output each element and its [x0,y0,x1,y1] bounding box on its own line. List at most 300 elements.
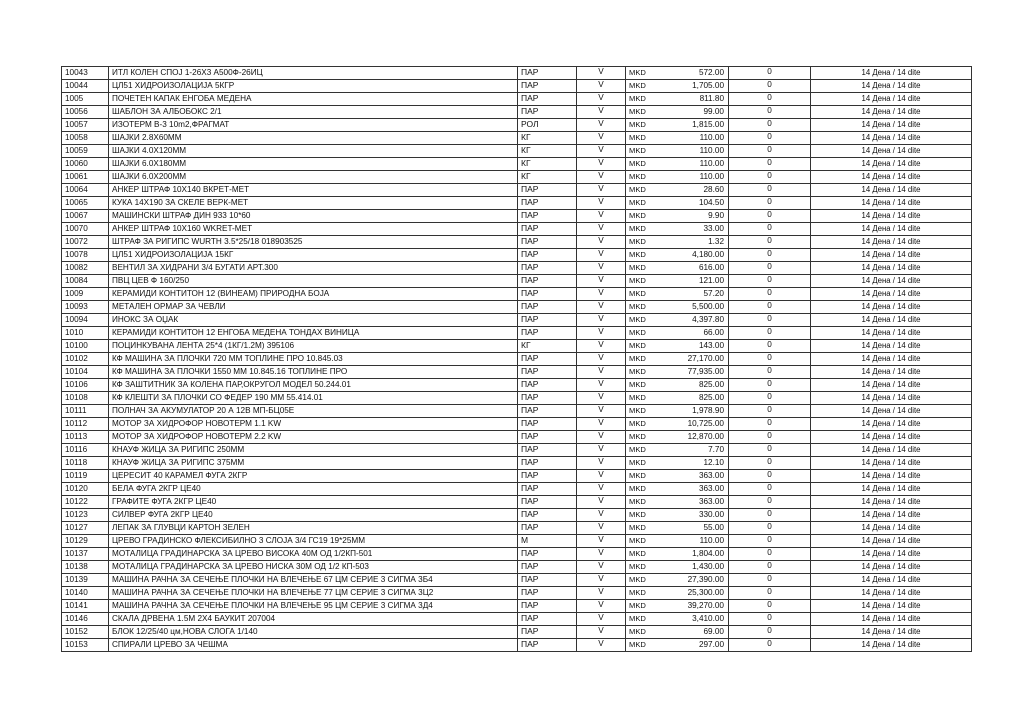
price-cell: 110.00 [662,145,729,158]
item-name-cell: ЛЕПАК ЗА ГЛУВЦИ КАРТОН ЗЕЛЕН [109,522,518,535]
quantity-cell: 0 [729,379,811,392]
unit-cell: ПАР [518,587,577,600]
currency-cell: MKD [626,80,663,93]
price-cell: 110.00 [662,158,729,171]
unit-cell: ПАР [518,184,577,197]
flag-cell: V [577,626,626,639]
unit-cell: ПАР [518,366,577,379]
delivery-cell: 14 Дена / 14 dite [811,340,972,353]
price-cell: 66.00 [662,327,729,340]
currency-cell: MKD [626,67,663,80]
currency-cell: MKD [626,600,663,613]
table-row [62,600,972,613]
currency-cell: MKD [626,353,663,366]
item-name-cell: СПИРАЛИ ЦРЕВО ЗА ЧЕШМА [109,639,518,652]
price-cell: 1,430.00 [662,561,729,574]
price-cell: 4,397.80 [662,314,729,327]
delivery-cell: 14 Дена / 14 dite [811,379,972,392]
flag-cell: V [577,210,626,223]
currency-cell: MKD [626,548,663,561]
unit-cell: ПАР [518,509,577,522]
price-cell: 110.00 [662,171,729,184]
item-code-cell: 10122 [62,496,109,509]
quantity-cell: 0 [729,184,811,197]
item-name-cell: КФ МАШИНА ЗА ПЛОЧКИ 1550 ММ 10.845.16 ТОПЛИНЕ ПРО [109,366,518,379]
quantity-cell: 0 [729,418,811,431]
currency-cell: MKD [626,470,663,483]
item-code-cell: 10093 [62,301,109,314]
currency-cell: MKD [626,457,663,470]
quantity-cell: 0 [729,639,811,652]
item-code-cell: 10056 [62,106,109,119]
item-code-cell: 10108 [62,392,109,405]
flag-cell: V [577,535,626,548]
table-row [62,184,972,197]
item-code-cell: 10044 [62,80,109,93]
quantity-cell: 0 [729,561,811,574]
item-code-cell: 10152 [62,626,109,639]
table-row [62,275,972,288]
delivery-cell: 14 Дена / 14 dite [811,418,972,431]
delivery-cell: 14 Дена / 14 dite [811,587,972,600]
item-name-cell: МОТОР ЗА ХИДРОФОР НОВОТЕРМ 1.1 KW [109,418,518,431]
delivery-cell: 14 Дена / 14 dite [811,93,972,106]
table-row [62,639,972,652]
delivery-cell: 14 Дена / 14 dite [811,236,972,249]
table-row [62,418,972,431]
table-row [62,470,972,483]
price-cell: 110.00 [662,132,729,145]
delivery-cell: 14 Дена / 14 dite [811,301,972,314]
item-code-cell: 10084 [62,275,109,288]
delivery-cell: 14 Дена / 14 dite [811,483,972,496]
item-name-cell: СИЛВЕР ФУГА 2КГР ЦЕ40 [109,509,518,522]
flag-cell: V [577,418,626,431]
item-name-cell: КЕРАМИДИ КОНТИТОН 12 (ВИНЕАМ) ПРИРОДНА БОЈА [109,288,518,301]
item-code-cell: 10070 [62,223,109,236]
item-name-cell: ПОЛНАЧ ЗА АКУМУЛАТОР 20 А 12В МП-БЦ05Е [109,405,518,418]
price-cell: 3,410.00 [662,613,729,626]
quantity-cell: 0 [729,431,811,444]
quantity-cell: 0 [729,327,811,340]
flag-cell: V [577,613,626,626]
flag-cell: V [577,353,626,366]
quantity-cell: 0 [729,210,811,223]
delivery-cell: 14 Дена / 14 dite [811,197,972,210]
table-row [62,210,972,223]
item-code-cell: 10120 [62,483,109,496]
unit-cell: ПАР [518,496,577,509]
price-cell: 57.20 [662,288,729,301]
price-cell: 363.00 [662,496,729,509]
unit-cell: ПАР [518,548,577,561]
table-row [62,145,972,158]
delivery-cell: 14 Дена / 14 dite [811,262,972,275]
table-row [62,314,972,327]
item-code-cell: 10106 [62,379,109,392]
unit-cell: ПАР [518,405,577,418]
unit-cell: М [518,535,577,548]
price-cell: 99.00 [662,106,729,119]
flag-cell: V [577,522,626,535]
quantity-cell: 0 [729,613,811,626]
price-cell: 12,870.00 [662,431,729,444]
flag-cell: V [577,561,626,574]
flag-cell: V [577,288,626,301]
price-cell: 1,978.90 [662,405,729,418]
table-row [62,67,972,80]
currency-cell: MKD [626,509,663,522]
item-name-cell: ВЕНТИЛ ЗА ХИДРАНИ 3/4 БУГАТИ АРТ.300 [109,262,518,275]
item-code-cell: 10061 [62,171,109,184]
unit-cell: ПАР [518,353,577,366]
item-name-cell: КЕРАМИДИ КОНТИТОН 12 ЕНГОБА МЕДЕНА ТОНДАХ ВИНИЦА [109,327,518,340]
table-row [62,171,972,184]
currency-cell: MKD [626,184,663,197]
delivery-cell: 14 Дена / 14 dite [811,431,972,444]
flag-cell: V [577,119,626,132]
flag-cell: V [577,639,626,652]
table-row [62,522,972,535]
price-cell: 363.00 [662,483,729,496]
unit-cell: ПАР [518,600,577,613]
currency-cell: MKD [626,522,663,535]
table-row [62,132,972,145]
unit-cell: ПАР [518,574,577,587]
item-code-cell: 10129 [62,535,109,548]
item-name-cell: ПОЧЕТЕН КАПАК ЕНГОБА МЕДЕНА [109,93,518,106]
delivery-cell: 14 Дена / 14 dite [811,210,972,223]
table-row [62,509,972,522]
delivery-cell: 14 Дена / 14 dite [811,392,972,405]
unit-cell: КГ [518,132,577,145]
table-row [62,457,972,470]
item-name-cell: ЦЛ51 ХИДРОИЗОЛАЦИЈА 5КГР [109,80,518,93]
unit-cell: ПАР [518,314,577,327]
item-name-cell: ГРАФИТЕ ФУГА 2КГР ЦЕ40 [109,496,518,509]
flag-cell: V [577,184,626,197]
price-cell: 825.00 [662,392,729,405]
item-code-cell: 10141 [62,600,109,613]
currency-cell: MKD [626,340,663,353]
delivery-cell: 14 Дена / 14 dite [811,561,972,574]
item-name-cell: ИЗОТЕРМ В-3 10m2,ФРАГМАТ [109,119,518,132]
price-cell: 10,725.00 [662,418,729,431]
price-cell: 55.00 [662,522,729,535]
unit-cell: ПАР [518,197,577,210]
price-cell: 121.00 [662,275,729,288]
table-row [62,626,972,639]
item-name-cell: МОТОР ЗА ХИДРОФОР НОВОТЕРМ 2.2 KW [109,431,518,444]
price-cell: 12.10 [662,457,729,470]
delivery-cell: 14 Дена / 14 dite [811,288,972,301]
item-name-cell: КФ ЗАШТИТНИК ЗА КОЛЕНА ПАР,ОКРУГОЛ МОДЕЛ 50.244.01 [109,379,518,392]
flag-cell: V [577,106,626,119]
item-name-cell: ЦЛ51 ХИДРОИЗОЛАЦИЈА 15КГ [109,249,518,262]
quantity-cell: 0 [729,626,811,639]
quantity-cell: 0 [729,93,811,106]
currency-cell: MKD [626,379,663,392]
price-cell: 77,935.00 [662,366,729,379]
delivery-cell: 14 Дена / 14 dite [811,366,972,379]
item-name-cell: БЛОК 12/25/40 цм,НОВА СЛОГА 1/140 [109,626,518,639]
currency-cell: MKD [626,158,663,171]
table-row [62,249,972,262]
item-code-cell: 10123 [62,509,109,522]
item-code-cell: 10140 [62,587,109,600]
flag-cell: V [577,483,626,496]
quantity-cell: 0 [729,587,811,600]
delivery-cell: 14 Дена / 14 dite [811,106,972,119]
quantity-cell: 0 [729,314,811,327]
price-list-table [61,66,972,652]
flag-cell: V [577,275,626,288]
table-row [62,353,972,366]
price-cell: 330.00 [662,509,729,522]
delivery-cell: 14 Дена / 14 dite [811,249,972,262]
item-name-cell: ИНОКС ЗА ОЏАК [109,314,518,327]
price-cell: 363.00 [662,470,729,483]
item-name-cell: ШАЈКИ 6.0Х200ММ [109,171,518,184]
table-row [62,574,972,587]
unit-cell: ПАР [518,80,577,93]
item-name-cell: КФ МАШИНА ЗА ПЛОЧКИ 720 ММ ТОПЛИНЕ ПРО 10.845.03 [109,353,518,366]
item-code-cell: 10137 [62,548,109,561]
price-cell: 7.70 [662,444,729,457]
flag-cell: V [577,301,626,314]
item-name-cell: ПОЦИНКУВАНА ЛЕНТА 25*4 (1КГ/1.2М) 395106 [109,340,518,353]
quantity-cell: 0 [729,535,811,548]
unit-cell: ПАР [518,431,577,444]
price-cell: 5,500.00 [662,301,729,314]
item-name-cell: ШАЈКИ 2.8Х60ММ [109,132,518,145]
item-code-cell: 10060 [62,158,109,171]
price-cell: 110.00 [662,535,729,548]
item-code-cell: 10057 [62,119,109,132]
unit-cell: ПАР [518,93,577,106]
unit-cell: ПАР [518,444,577,457]
unit-cell: КГ [518,158,577,171]
item-code-cell: 10043 [62,67,109,80]
item-code-cell: 10112 [62,418,109,431]
table-row [62,535,972,548]
flag-cell: V [577,314,626,327]
unit-cell: ПАР [518,379,577,392]
flag-cell: V [577,236,626,249]
flag-cell: V [577,431,626,444]
delivery-cell: 14 Дена / 14 dite [811,67,972,80]
price-cell: 1,804.00 [662,548,729,561]
table-row [62,262,972,275]
flag-cell: V [577,600,626,613]
item-code-cell: 10113 [62,431,109,444]
table-row [62,340,972,353]
item-code-cell: 10100 [62,340,109,353]
item-code-cell: 10118 [62,457,109,470]
item-code-cell: 10139 [62,574,109,587]
quantity-cell: 0 [729,236,811,249]
item-name-cell: ШТРАФ ЗА РИГИПС WURTH 3.5*25/18 018903525 [109,236,518,249]
delivery-cell: 14 Дена / 14 dite [811,405,972,418]
table-row [62,431,972,444]
flag-cell: V [577,197,626,210]
item-code-cell: 10082 [62,262,109,275]
delivery-cell: 14 Дена / 14 dite [811,457,972,470]
price-cell: 297.00 [662,639,729,652]
table-row [62,366,972,379]
quantity-cell: 0 [729,392,811,405]
quantity-cell: 0 [729,470,811,483]
flag-cell: V [577,249,626,262]
delivery-cell: 14 Дена / 14 dite [811,600,972,613]
currency-cell: MKD [626,288,663,301]
currency-cell: MKD [626,587,663,600]
currency-cell: MKD [626,275,663,288]
flag-cell: V [577,457,626,470]
table-row [62,119,972,132]
flag-cell: V [577,548,626,561]
unit-cell: ПАР [518,626,577,639]
flag-cell: V [577,587,626,600]
quantity-cell: 0 [729,457,811,470]
item-name-cell: МАШИНА РАЧНА ЗА СЕЧЕЊЕ ПЛОЧКИ НА ВЛЕЧЕЊЕ 77 ЦМ СЕРИЕ 3 СИГМА 3Ц2 [109,587,518,600]
table-row [62,236,972,249]
unit-cell: ПАР [518,249,577,262]
price-cell: 27,170.00 [662,353,729,366]
delivery-cell: 14 Дена / 14 dite [811,184,972,197]
item-name-cell: КНАУФ ЖИЦА ЗА РИГИПС 375ММ [109,457,518,470]
item-name-cell: ИТЛ КОЛЕН СПОЈ 1-26Х3 А500Ф-26ИЦ [109,67,518,80]
price-cell: 39,270.00 [662,600,729,613]
item-name-cell: БЕЛА ФУГА 2КГР ЦЕ40 [109,483,518,496]
flag-cell: V [577,444,626,457]
delivery-cell: 14 Дена / 14 dite [811,80,972,93]
table-row [62,80,972,93]
currency-cell: MKD [626,197,663,210]
currency-cell: MKD [626,431,663,444]
price-cell: 27,390.00 [662,574,729,587]
quantity-cell: 0 [729,574,811,587]
table-row [62,444,972,457]
quantity-cell: 0 [729,223,811,236]
price-cell: 825.00 [662,379,729,392]
currency-cell: MKD [626,314,663,327]
delivery-cell: 14 Дена / 14 dite [811,171,972,184]
delivery-cell: 14 Дена / 14 dite [811,158,972,171]
item-code-cell: 10119 [62,470,109,483]
delivery-cell: 14 Дена / 14 dite [811,574,972,587]
item-code-cell: 10065 [62,197,109,210]
unit-cell: ПАР [518,639,577,652]
price-cell: 33.00 [662,223,729,236]
item-code-cell: 10064 [62,184,109,197]
quantity-cell: 0 [729,405,811,418]
table-row [62,288,972,301]
currency-cell: MKD [626,639,663,652]
unit-cell: ПАР [518,301,577,314]
item-name-cell: СКАЛА ДРВЕНА 1.5М 2Х4 БАУКИТ 207004 [109,613,518,626]
unit-cell: ПАР [518,275,577,288]
item-code-cell: 10059 [62,145,109,158]
quantity-cell: 0 [729,171,811,184]
price-cell: 69.00 [662,626,729,639]
quantity-cell: 0 [729,106,811,119]
unit-cell: ПАР [518,262,577,275]
table-row [62,392,972,405]
price-cell: 616.00 [662,262,729,275]
item-code-cell: 10104 [62,366,109,379]
currency-cell: MKD [626,405,663,418]
currency-cell: MKD [626,535,663,548]
unit-cell: ПАР [518,457,577,470]
unit-cell: ПАР [518,392,577,405]
item-name-cell: ЦРЕВО ГРАДИНСКО ФЛЕКСИБИЛНО 3 СЛОЈА 3/4 ГС19 19*25ММ [109,535,518,548]
table-row [62,197,972,210]
unit-cell: ПАР [518,288,577,301]
item-name-cell: МОТАЛИЦА ГРАДИНАРСКА ЗА ЦРЕВО ВИСОКА 40М ОД 1/2КП-501 [109,548,518,561]
item-code-cell: 10067 [62,210,109,223]
flag-cell: V [577,132,626,145]
currency-cell: MKD [626,574,663,587]
currency-cell: MKD [626,249,663,262]
item-code-cell: 10102 [62,353,109,366]
delivery-cell: 14 Дена / 14 dite [811,223,972,236]
quantity-cell: 0 [729,548,811,561]
price-cell: 1,815.00 [662,119,729,132]
delivery-cell: 14 Дена / 14 dite [811,626,972,639]
delivery-cell: 14 Дена / 14 dite [811,132,972,145]
item-name-cell: МЕТАЛЕН ОРМАР ЗА ЧЕВЛИ [109,301,518,314]
unit-cell: ПАР [518,67,577,80]
table-row [62,327,972,340]
quantity-cell: 0 [729,444,811,457]
flag-cell: V [577,327,626,340]
unit-cell: ПАР [518,613,577,626]
flag-cell: V [577,496,626,509]
item-name-cell: АНКЕР ШТРАФ 10Х160 WKRET-MET [109,223,518,236]
item-code-cell: 1005 [62,93,109,106]
item-name-cell: МАШИНА РАЧНА ЗА СЕЧЕЊЕ ПЛОЧКИ НА ВЛЕЧЕЊЕ 67 ЦМ СЕРИЕ 3 СИГМА 3Б4 [109,574,518,587]
table-row [62,561,972,574]
item-code-cell: 10058 [62,132,109,145]
flag-cell: V [577,262,626,275]
flag-cell: V [577,366,626,379]
unit-cell: ПАР [518,236,577,249]
currency-cell: MKD [626,444,663,457]
flag-cell: V [577,93,626,106]
flag-cell: V [577,80,626,93]
price-cell: 811.80 [662,93,729,106]
item-name-cell: ШАБЛОН ЗА АЛБОБОКС 2/1 [109,106,518,119]
item-name-cell: ЦЕРЕСИТ 40 КАРАМЕЛ ФУГА 2КГР [109,470,518,483]
currency-cell: MKD [626,613,663,626]
unit-cell: ПАР [518,483,577,496]
quantity-cell: 0 [729,509,811,522]
item-name-cell: КНАУФ ЖИЦА ЗА РИГИПС 250ММ [109,444,518,457]
quantity-cell: 0 [729,158,811,171]
item-code-cell: 10146 [62,613,109,626]
unit-cell: ПАР [518,418,577,431]
table-row [62,483,972,496]
price-cell: 25,300.00 [662,587,729,600]
quantity-cell: 0 [729,340,811,353]
table-row [62,587,972,600]
item-code-cell: 10111 [62,405,109,418]
flag-cell: V [577,405,626,418]
table-row [62,548,972,561]
quantity-cell: 0 [729,275,811,288]
delivery-cell: 14 Дена / 14 dite [811,535,972,548]
